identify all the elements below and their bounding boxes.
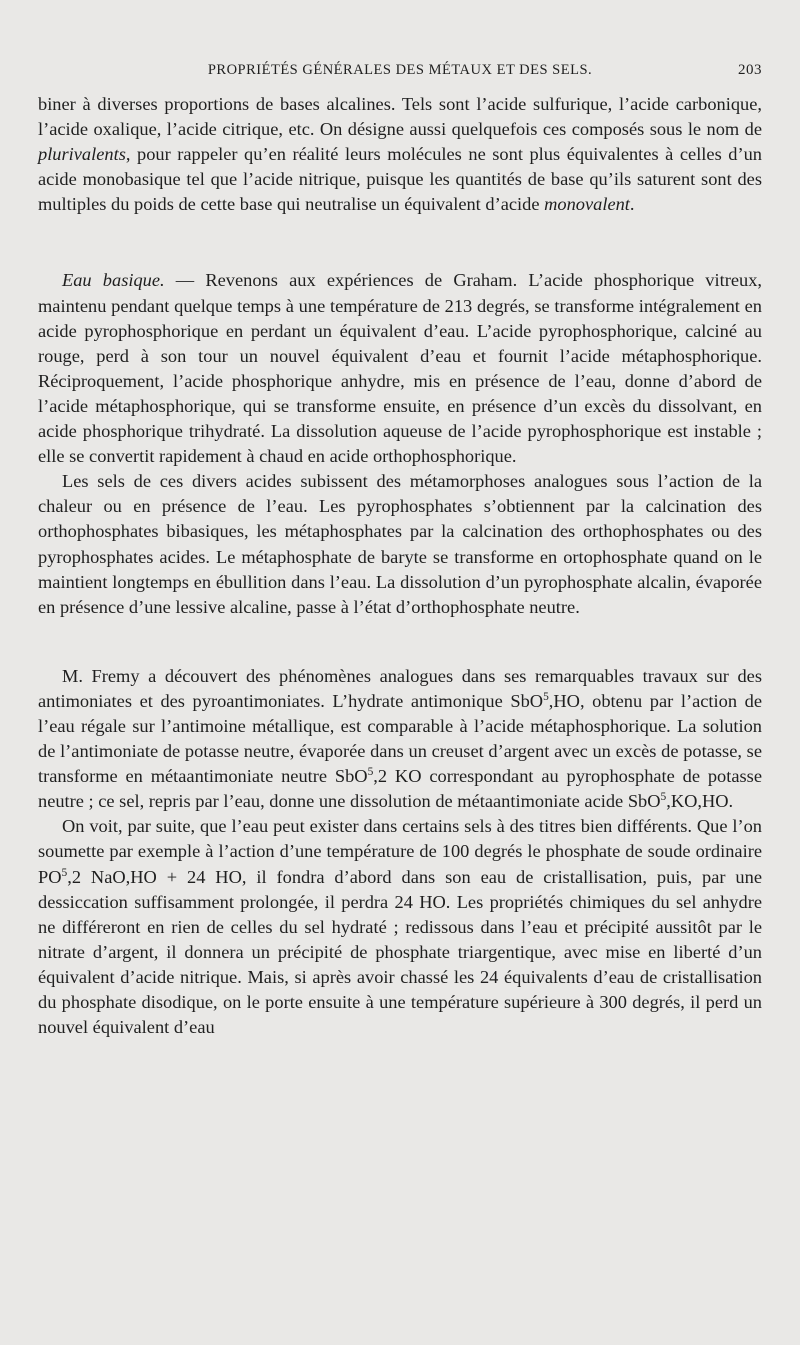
paragraph-plurivalents: biner à diverses proportions de bases alcalines. Tels sont l’acide sulfurique, l’acide carbonique, l’acide oxalique, l’acide citrique, etc. On désigne aussi quelquefois ces composés sous le nom de plurivalents, pour rappeler qu’en réalité leurs molécules ne sont plus équivalentes à celles d’un acide monobasique tel que l’acide nitrique, puisque les quantités de base qu’ils saturent sont des multiples du poids de cette base qui neutralise un équivalent d’acide monovalent. [38,94,762,215]
page-body [38,92,762,1040]
paragraph-eau-basique: Eau basique. — Revenons aux expériences de Graham. L’acide phosphorique vitreux, maintenu pendant quelque temps à une température de 213 degrés, se transforme intégralement en acide pyrophosphorique en perdant un équivalent d’eau. L’acide pyrophosphorique, calciné au rouge, perd à son tour un nouvel équivalent d’eau et fournit l’acide métaphosphorique. Réciproquement, l’acide phosphorique anhydre, mis en présence de l’eau, donne d’abord de l’acide métaphosphorique, qui se transforme ensuite, en présence d’un excès du dissolvant, en acide phosphorique trihydraté. La dissolution aqueuse de l’acide pyrophosphorique est instable ; elle se convertit rapidement à chaud en acide orthophosphorique. [38,270,762,467]
paragraph-fremy-antimoniates: M. Fremy a découvert des phénomènes analogues dans ses remarquables travaux sur des antimoniates et des pyroantimoniates. L’hydrate antimonique SbO$^5$,HO, obtenu par l’action de l’eau régale sur l’antimoine métallique, est comparable à l’acide métaphosphorique. La solution de l’antimoniate de potasse neutre, évaporée dans un creuset d’argent avec un excès de potasse, se transforme en métaantimoniate neutre SbO$^5$,2 KO correspondant au pyrophosphate de potasse neutre ; ce sel, repris par l’eau, donne une dissolution de métaantimoniate acide SbO$^5$,KO,HO. [38,665,762,812]
section-heading-eau-basique: Eau basique. [62,270,165,291]
term-monovalent: monovalent [544,194,630,215]
section-gap [38,217,762,268]
paragraph-eau-dans-sels: On voit, par suite, que l’eau peut exister dans certains sels à des titres bien différents. Que l’on soumette par exemple à l’action d’une température de 100 degrés le phosphate de soude ordinaire $PO^5,2$ NaO,HO + 24 HO, il fondra d’abord dans son eau de cristallisation, puis, par une dessiccation suffisamment prolongée, il perdra 24 HO. Les propriétés chimiques du sel anhydre ne différeront en rien de celles du sel hydraté ; redissous dans l’eau et précipité aussitôt par le nitrate d’argent, il donnera un précipité de phosphate triargentique, avec mise en liberté d’un équivalent d’acide nitrique. Mais, si après avoir chassé les 24 équivalents d’eau de cristallisation du phosphate disodique, on le porte ensuite à une température supérieure à 300 degrés, il perd un nouvel équivalent d’eau [38,816,762,1038]
paragraph-sels-metamorphoses: Les sels de ces divers acides subissent des métamorphoses analogues sous l’action de la chaleur ou en présence de l’eau. Les pyrophosphates s’obtiennent par la calcination des orthophosphates bibasiques, les métaphosphates par la calcination des orthophosphates ou des pyrophosphates acides. Le métaphosphate de baryte se transforme en ortophosphate quand on le maintient longtemps en ébullition dans l’eau. La dissolution d’un pyrophosphate alcalin, évaporée en présence d’une lessive alcaline, passe à l’état d’orthophosphate neutre. [38,471,762,617]
section-gap [38,620,762,664]
term-plurivalents: plurivalents [38,144,126,165]
page-number: 203 [738,62,762,78]
running-header [38,62,762,84]
running-title: PROPRIÉTÉS GÉNÉRALES DES MÉTAUX ET DES SELS. [207,62,593,78]
